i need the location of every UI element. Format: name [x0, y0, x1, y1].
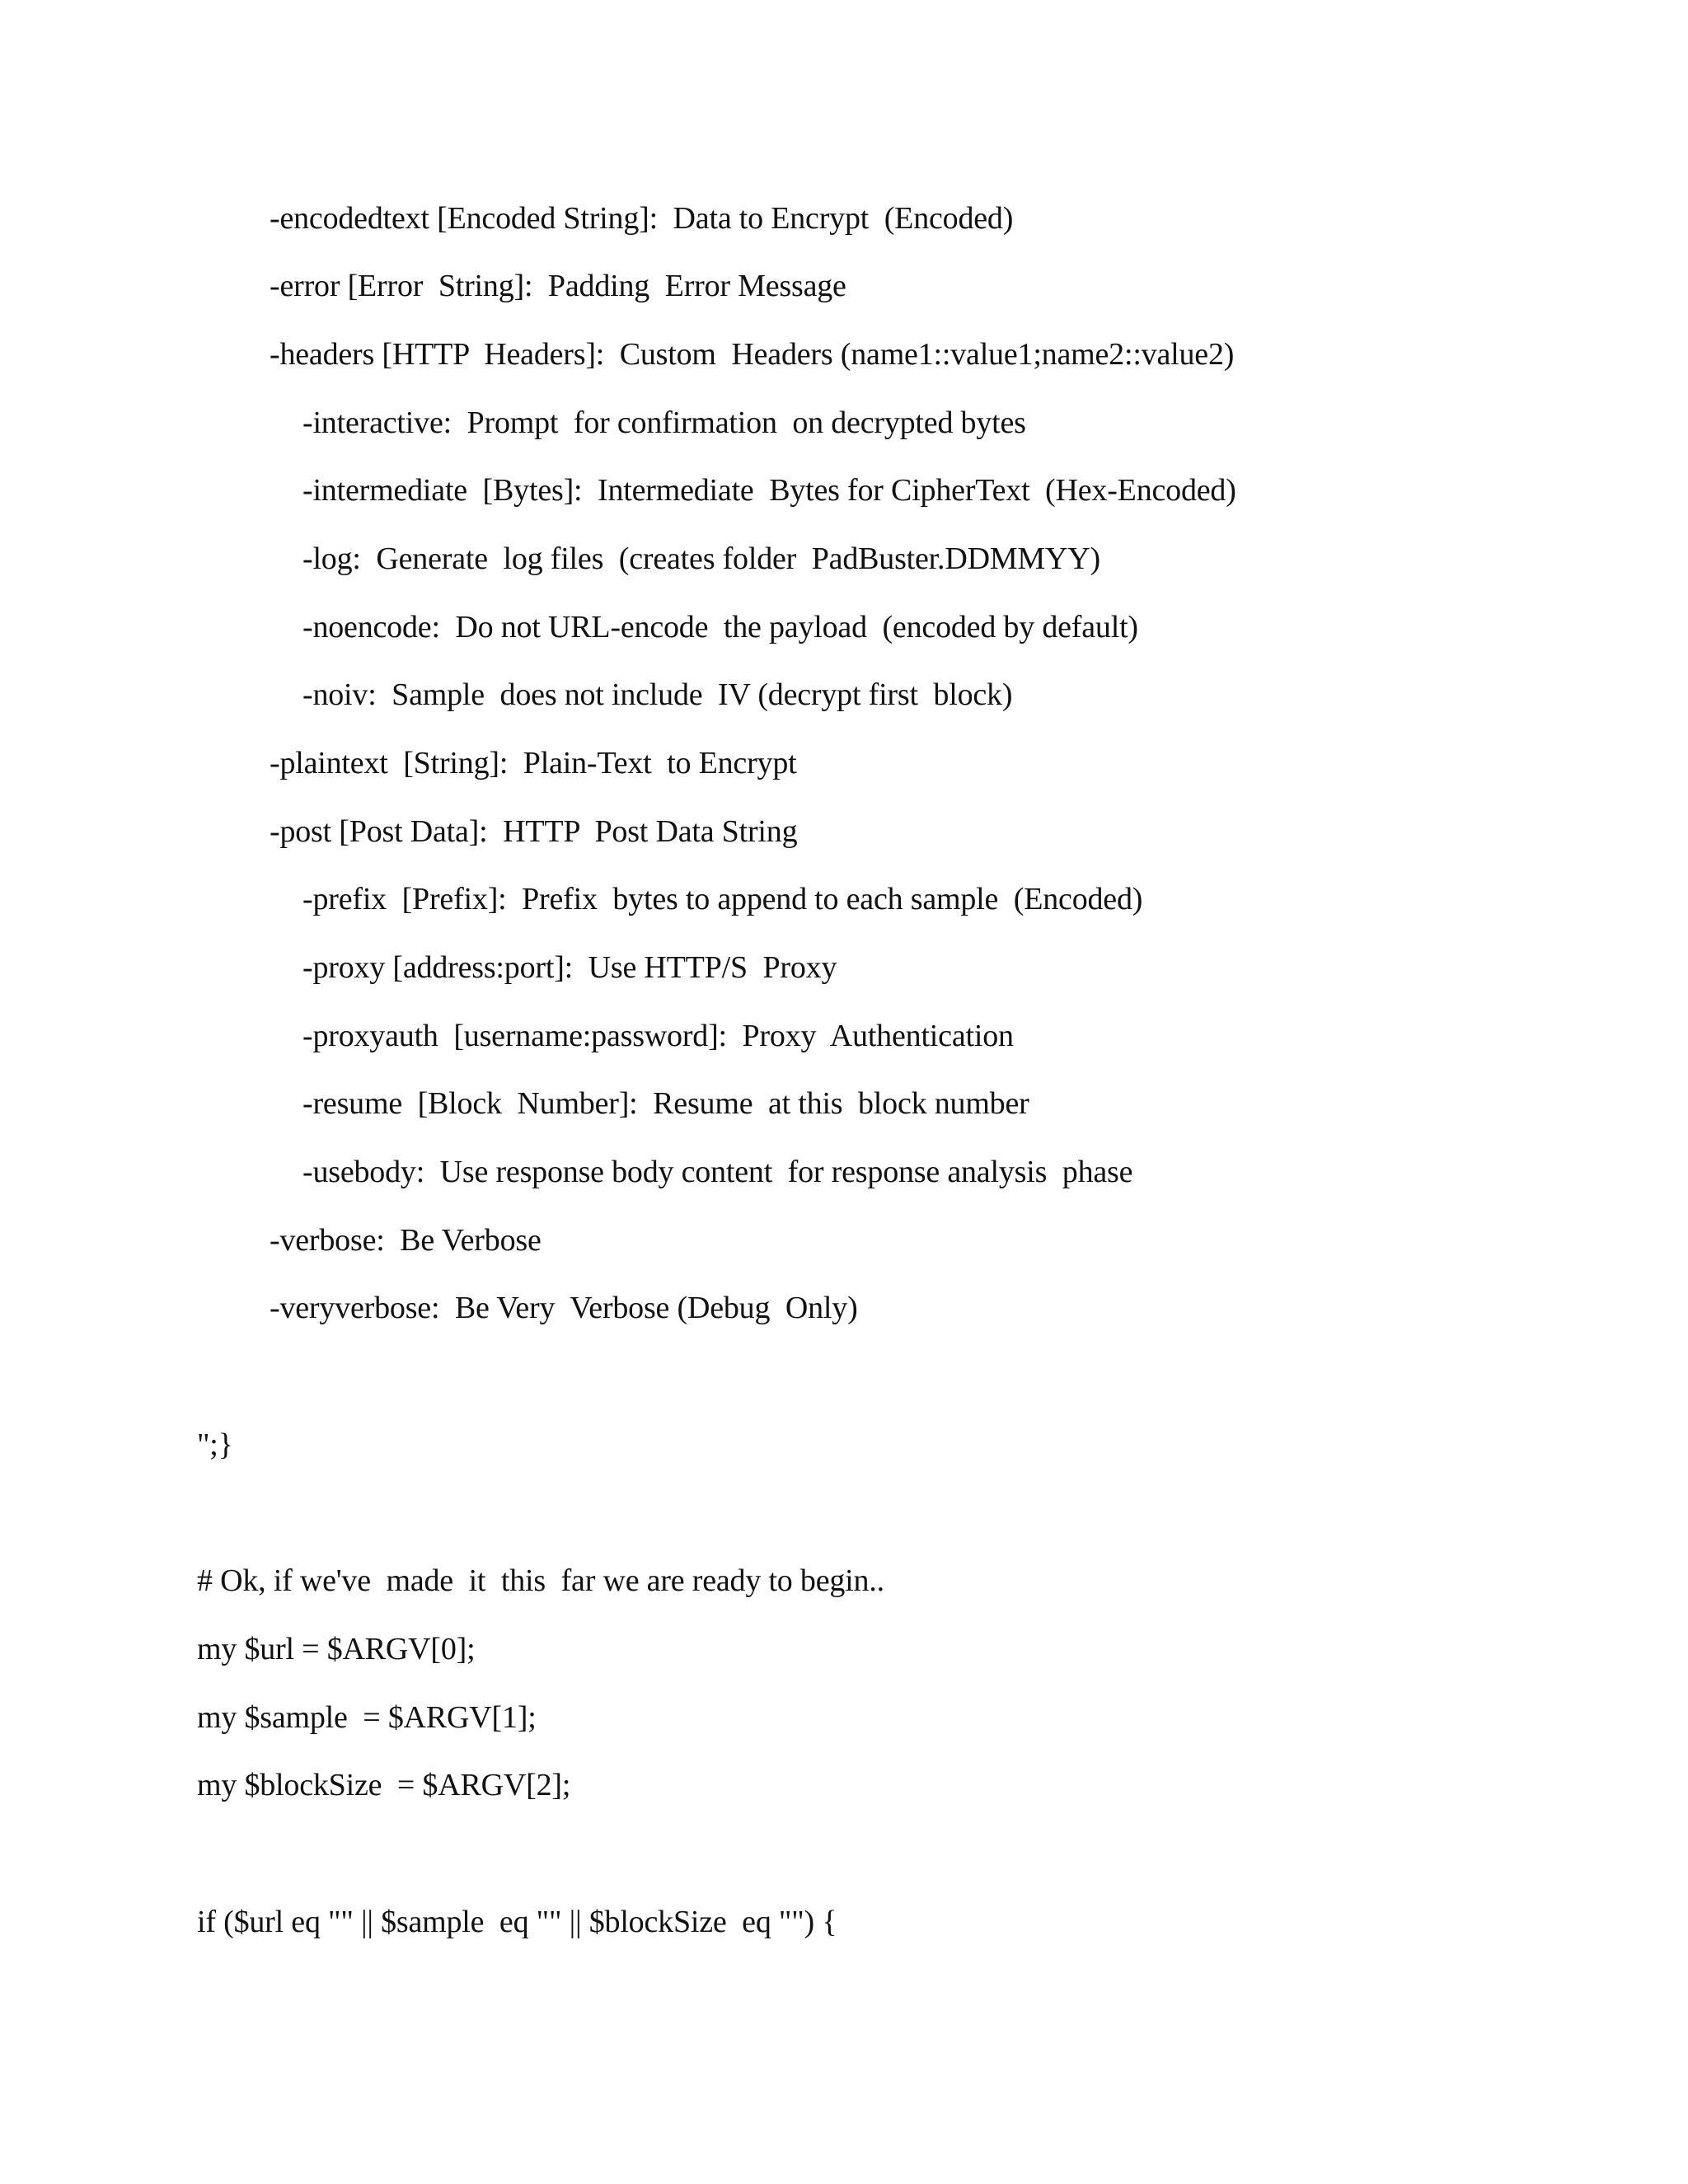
option-resume: -resume [Block Number]: Resume at this block number [302, 1086, 1029, 1121]
option-proxyauth: -proxyauth [username:password]: Proxy Authentication [302, 1019, 1014, 1053]
option-prefix: -prefix [Prefix]: Prefix bytes to append to each sample (Encoded) [302, 882, 1143, 916]
option-encodedtext: -encodedtext [Encoded String]: Data to Encrypt (Encoded) [270, 201, 1014, 236]
option-error: -error [Error String]: Padding Error Message [270, 269, 846, 303]
option-log: -log: Generate log files (creates folder PadBuster.DDMMYY) [302, 541, 1100, 576]
option-intermediate: -intermediate [Bytes]: Intermediate Bytes for CipherText (Hex-Encoded) [302, 473, 1236, 508]
option-plaintext: -plaintext [String]: Plain-Text to Encrypt [270, 746, 797, 780]
code-sample-assignment: my $sample = $ARGV[1]; [197, 1700, 537, 1735]
usage-close-line: ";} [197, 1427, 233, 1462]
code-comment: # Ok, if we've made it this far we are ready to begin.. [197, 1563, 884, 1598]
option-post: -post [Post Data]: HTTP Post Data String [270, 814, 798, 849]
option-noiv: -noiv: Sample does not include IV (decrypt first block) [302, 677, 1013, 712]
code-blocksize-assignment: my $blockSize = $ARGV[2]; [197, 1768, 571, 1802]
option-proxy: -proxy [address:port]: Use HTTP/S Proxy [302, 950, 837, 985]
option-usebody: -usebody: Use response body content for response analysis phase [302, 1155, 1133, 1189]
option-noencode: -noencode: Do not URL-encode the payload (encoded by default) [302, 610, 1138, 644]
code-if-statement: if ($url eq "" || $sample eq "" || $blockSize eq "") { [197, 1905, 837, 1939]
option-veryverbose: -veryverbose: Be Very Verbose (Debug Only) [270, 1291, 858, 1325]
option-interactive: -interactive: Prompt for confirmation on decrypted bytes [302, 405, 1026, 440]
option-headers: -headers [HTTP Headers]: Custom Headers (name1::value1;name2::value2) [270, 337, 1235, 372]
code-url-assignment: my $url = $ARGV[0]; [197, 1632, 476, 1666]
option-verbose: -verbose: Be Verbose [270, 1223, 542, 1258]
